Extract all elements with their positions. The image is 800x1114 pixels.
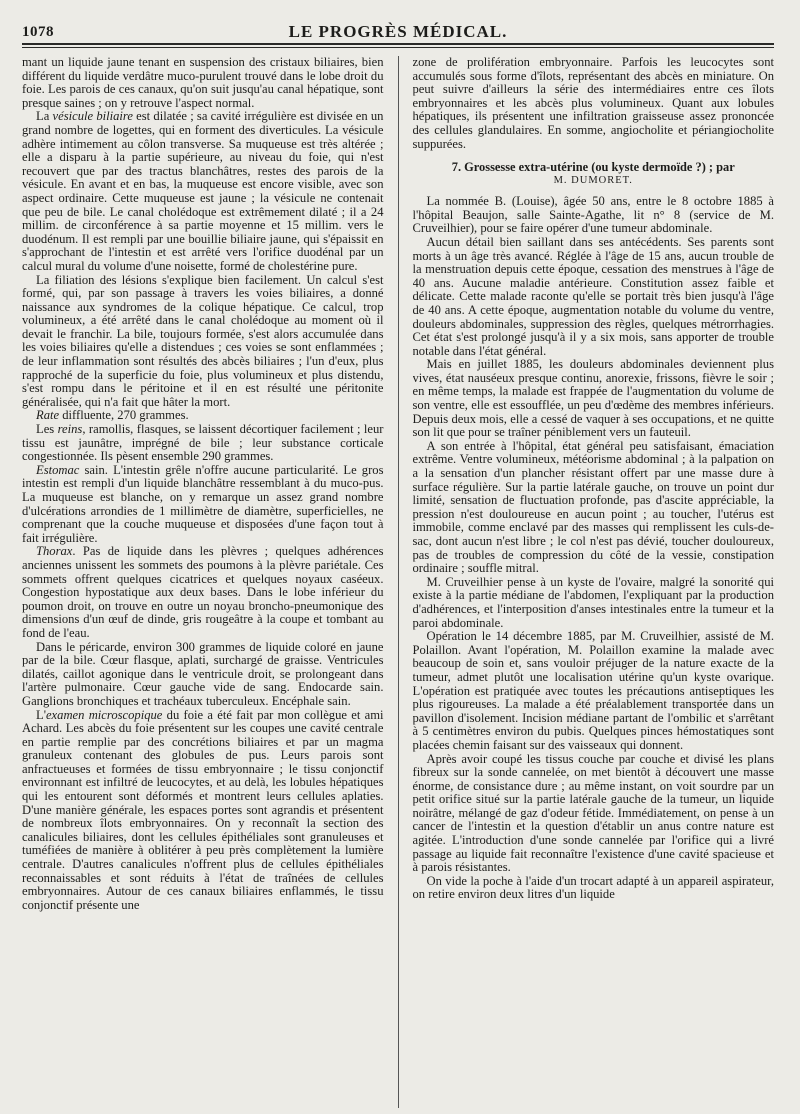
paragraph: Après avoir coupé les tissus couche par couche et divisé les plans fibreux sur la sonde cannelée, on met bientôt à découvert une masse énorme, de consistance dure ; au même instant, on voit sourdre par un petit orifice situé sur la partie latérale gauche de la tumeur, un liquide noirâtre, mélangé de gaz d'odeur fétide. Immédiatement, on pense à un cancer de l'intestin et la question d'établir un anus contre nature est agitée. L'introduction d'une sonde cannelée par l'orifice qui a livré passage au liquide fait reconnaître l'existence d'une cavité spacieuse et à parois résistantes. xyxy=(412,751,774,875)
paragraph: La nommée B. (Louise), âgée 50 ans, entre le 8 octobre 1885 à l'hôpital Beaujon, salle Sainte-Agathe, lit n° 8 (service de M. Cruveilhier), pour se faire opérer d'une tumeur abdominale. xyxy=(412,194,774,236)
paragraph: A son entrée à l'hôpital, état général peu satisfaisant, émaciation extrême. Ventre volumineux, météorisme abdominal ; à la palpation on a la sensation d'un plancher résistant offert par une masse dure à surface régulière. Sur la partie latérale gauche, on trouve un point dur limité, sensation de fluctuation profonde, pas d'ascite appréciable, la pression n'est douloureuse en aucun point ; au toucher, l'utérus est immobile, comme enclavé par des masses qui remplissent les culs-de-sac, dont aucun n'est libre ; le col n'est pas dévié, toucher douloureux, pas de troubles de compression du côté de la vessie, constipation ordinaire ; souffle mitral. xyxy=(412,438,774,576)
page-header xyxy=(22,0,774,40)
paragraph: Aucun détail bien saillant dans ses antécédents. Ses parents sont morts à un âge très avancé. Réglée à l'âge de 15 ans, aucun trouble de la menstruation depuis cette époque, cessation des menstrues à l'âge de 40 ans. Aucune maladie antérieure. Constitution assez faible et délicate. Cette malade raconte qu'elle se portait très bien jusqu'à l'âge de 40 ans. A cette époque, augmentation notable du volume du ventre, douleurs abdominales, suppression des règles, quelques métrorrhagies. Cet état s'est prolongé jusqu'à il y a six mois, sans apporter de trouble notable dans l'état général. xyxy=(412,234,774,358)
text-columns xyxy=(22,56,774,1108)
paragraph: On vide la poche à l'aide d'un trocart adapté à un appareil aspirateur, on retire environ deux litres d'un liquide xyxy=(412,873,774,902)
header-rule-thin xyxy=(22,47,774,48)
paragraph: M. Cruveilhier pense à un kyste de l'ovaire, malgré la sonorité qui existe à la partie médiane de l'abdomen, l'expliquant par la production d'adhérences, et l'interposition d'anses intestinales entre la tumeur et la paroi abdominale. xyxy=(412,574,774,630)
paragraph: Dans le péricarde, environ 300 grammes de liquide coloré en jaune par de la bile. Cœur flasque, aplati, surchargé de graisse. Ventricules dilatés, caillot agonique dans le ventricule droit, se prolongeant dans l'artère pulmonaire. Cœur gauche vide de sang. Endocarde sain. Ganglions bronchiques et trachéaux tuberculeux. Encéphale sain. xyxy=(22,639,384,708)
paragraph: zone de prolifération embryonnaire. Parfois les leucocytes sont accumulés sous forme d'îlots, représentant des abcès en miniature. On peut suivre d'ailleurs la série des intermédiaires entre ces îlots embryonnaires et les abcès plus volumineux. Quant aux lobules hépatiques, ils présentent une infiltration graisseuse assez prononcée des cellules glandulaires. En somme, angiocholite et périangiocholite suppurées. xyxy=(412,56,774,151)
paragraph: Rate diffluente, 270 grammes. xyxy=(36,408,189,423)
page-number: 1078 xyxy=(22,24,54,40)
paragraph: Les reins, ramollis, flasques, se laissent décortiquer facilement ; leur tissu est jaunâtre, imprégné de bile ; leur substance corticale congestionnée. Ils pèsent ensemble 290 grammes. xyxy=(22,422,384,464)
paragraph: Mais en juillet 1885, les douleurs abdominales deviennent plus vives, état nauséeux presque continu, anorexie, frissons, fièvre le soir ; en même temps, la malade est frappée de l'augmentation du volume de son ventre, elle est essoufflée, un peu d'œdème des membres inférieurs. Depuis deux mois, elle a cessé de vaquer à ses occupations, et ne quitte son lit que pour se traîner péniblement vers un fauteuil. xyxy=(412,357,774,440)
left-column xyxy=(22,56,384,1108)
paragraph: Estomac sain. L'intestin grêle n'offre aucune particularité. Le gros intestin est rempli d'un liquide blanchâtre ressemblant à du muco-pus. La muqueuse est blanche, on y remarque un assez grand nombre d'ulcérations arrondies de 1 millimètre de diamètre, superficielles, ne comprenant que la couche muqueuse et disposées d'une façon tout à fait irrégulière. xyxy=(22,462,384,545)
paragraph: Opération le 14 décembre 1885, par M. Cruveilhier, assisté de M. Polaillon. Avant l'opération, M. Polaillon examine la malade avec beaucoup de soin et, sans vouloir préjuger de la nature exacte de la tumeur, admet plutôt une localisation utérine qu'un kyste ovarique. L'opération est pratiquée avec toutes les précautions antiseptiques les plus rigoureuses. La malade a été préalablement transportée dans un pavillon d'isolement. Incision médiane partant de l'ombilic et s'arrêtant à 5 centimètres environ du pubis. Quelques pinces hémostatiques sont placées chemin faisant sur des vaisseaux qui donnent. xyxy=(412,629,774,752)
right-column xyxy=(413,56,775,1108)
paragraph: L'examen microscopique du foie a été fait par mon collègue et ami Achard. Les abcès du foie présentent sur les coupes une cavité centrale en partie remplie par des concrétions biliaires et par un magma granuleux contenant des globules de pus. Leurs parois sont anfractueuses et formées de tissu embryonnaire ; le tissu conjonctif environnant est infiltré de leucocytes, et au delà, les lobules hépatiques qui les entourent sont déformés et montrent leurs cellules aplaties. D'une manière générale, les espaces portes sont agrandis et présentent de nombreux îlots embryonnaires. On y reconnaît la section des canalicules biliaires, dont les cellules épithéliales sont granuleuses et tuméfiées de manière à oblitérer à peu près complètement la lumière centrale. D'autres canalicules n'offrent plus de cellules épithéliales reconnaissables et sont réduits à l'état de traînées de cellules embryonnaires. Autour de ces canaux biliaires enflammés, le tissu conjonctif présente une xyxy=(22,707,384,912)
journal-title: LE PROGRÈS MÉDICAL. xyxy=(288,22,508,41)
paragraph: mant un liquide jaune tenant en suspension des cristaux biliaires, bien différent du liquide verdâtre muco-purulent trouvé dans le lobe droit du foie. Les parois de ces canaux, qu'on suit jusqu'au canal hépatique, sont presque saines ; on y retrouve l'aspect normal. xyxy=(22,56,384,110)
header-rule-thick xyxy=(22,43,774,45)
paragraph: La filiation des lésions s'explique bien facilement. Un calcul s'est formé, qui, par son passage à travers les voies biliaires, a donné naissance aux syndromes de la colique hépatique. Ce calcul, trop volumineux, a été arrêté dans le canal cholédoque au moment où il devait le franchir. La bile, toujours formée, s'est alors accumulée dans les voies biliaires qu'elle a distendues ; ces voies se sont enflammées ; de leur inflammation sont résultés des abcès biliaires ; l'un d'eux, plus rapproché de la superficie du foie, plus volumineux et plus distendu, s'est rompu dans le péritoine et il en est résulté une péritonite généralisée, qui n'a fait que hâter la mort. xyxy=(22,272,384,409)
column-divider xyxy=(398,56,399,1108)
paragraph: La vésicule biliaire est dilatée ; sa cavité irrégulière est divisée en un grand nombre de logettes, qui en forment des diverticules. La vésicule adhère intimement au côlon transverse. Sa muqueuse est très altérée ; elle a disparu à la partie supérieure, au niveau du foie, qui n'est recouvert que par des tractus blanchâtres, restes des parois de la vésicule. En avant et en bas, la muqueuse est encore visible, avec son aspect ordinaire. Cette muqueuse est jaune ; la vésicule ne contenait que peu de bile. Le canal cholédoque est extrêmement dilaté ; il a 24 millim. de circonférence à sa partie moyenne et 15 millim. vers le duodénum. Il est rempli par une bouillie biliaire jaune, qui s'épaissit en s'approchant de l'intestin et est arrêté vers l'orifice duodénal par un calcul mural du volume d'une noisette, formé de cholestérine pure. xyxy=(22,109,384,273)
section-author: M. DUMORET. xyxy=(553,175,633,187)
paragraph: Thorax. Pas de liquide dans les plèvres ; quelques adhérences anciennes unissent les sommets des poumons à la plèvre pariétale. Ces sommets offrent quelques cicatrices et quelques noyaux caséeux. Congestion hypostatique aux deux bases. Dans le lobe inférieur du poumon droit, on trouve en outre un noyau broncho-pneumonique des dimensions d'un œuf de dinde, gris rougeâtre à la coupe et tombant au fond de l'eau. xyxy=(22,544,384,640)
section-title: 7. Grossesse extra-utérine (ou kyste dermoïde ?) ; par xyxy=(451,160,735,175)
